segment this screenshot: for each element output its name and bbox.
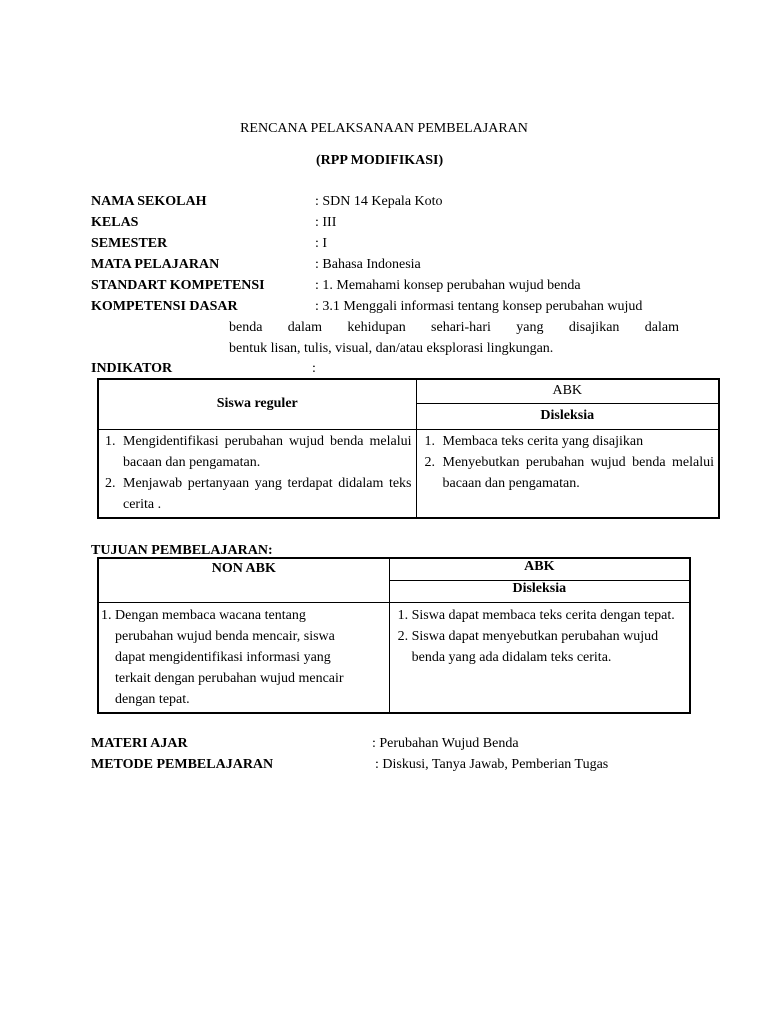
material-label: MATERI AJAR <box>91 736 188 751</box>
indicator-regular-cell <box>98 429 416 518</box>
info-row-class <box>91 212 731 233</box>
info-label: NAMA SEKOLAH <box>91 194 207 209</box>
objectives-abk-cell <box>389 602 690 713</box>
method-row <box>91 754 731 775</box>
info-value: : III <box>315 215 337 230</box>
objectives-heading: TUJUAN PEMBELAJARAN: <box>91 543 273 558</box>
info-row-basic-competence <box>91 296 731 317</box>
info-label: MATA PELAJARAN <box>91 257 220 272</box>
list-item: 2. Siswa dapat menyebutkan perubahan wujud benda yang ada didalam teks cerita. <box>397 628 659 665</box>
basic-competence-line: benda dalam kehidupan sehari-hari yang disajikan dalam <box>229 320 679 335</box>
list-item: 1. Mengidentifikasi perubahan wujud benda melalui bacaan dan pengamatan. <box>105 433 412 470</box>
info-row-subject <box>91 254 731 275</box>
objectives-header-non-abk: NON ABK <box>98 558 389 602</box>
info-label: SEMESTER <box>91 236 168 251</box>
info-value: : Bahasa Indonesia <box>315 257 421 272</box>
info-value: : I <box>315 236 328 251</box>
indicator-heading: INDIKATOR <box>91 361 173 376</box>
info-label: STANDART KOMPETENSI <box>91 278 265 293</box>
indicator-header-abk: ABK <box>416 379 719 403</box>
objectives-header-dyslexia: Disleksia <box>389 580 690 602</box>
info-label: KOMPETENSI DASAR <box>91 299 238 314</box>
objectives-non-abk-cell <box>98 602 389 713</box>
document-title: RENCANA PELAKSANAAN PEMBELAJARAN <box>240 121 528 136</box>
material-value: : Perubahan Wujud Benda <box>372 736 519 751</box>
objectives-header-abk: ABK <box>389 558 690 580</box>
info-row-semester <box>91 233 731 254</box>
method-value: : Diskusi, Tanya Jawab, Pemberian Tugas <box>375 757 609 772</box>
info-value: : SDN 14 Kepala Koto <box>315 194 443 209</box>
info-label: KELAS <box>91 215 139 230</box>
list-item: 1. Dengan membaca wacana tentang perubahan wujud benda mencair, siswa dapat mengidentifikasi informasi yang terkait dengan perubahan wujud mencair dengan tepat. <box>101 607 344 707</box>
indicator-header-regular: Siswa reguler <box>98 379 416 429</box>
info-row-standard-competence <box>91 275 731 296</box>
indicator-abk-cell <box>416 429 719 518</box>
method-label: METODE PEMBELAJARAN <box>91 757 274 772</box>
indicator-colon: : <box>312 361 316 376</box>
info-value: : 1. Memahami konsep perubahan wujud benda <box>315 278 581 293</box>
info-value: : 3.1 Menggali informasi tentang konsep perubahan wujud <box>315 299 643 314</box>
list-item: 2. Menyebutkan perubahan wujud benda melalui bacaan dan pengamatan. <box>424 454 714 491</box>
indicator-header-dyslexia: Disleksia <box>416 403 719 429</box>
objectives-table <box>97 557 691 714</box>
document-subtitle: (RPP MODIFIKASI) <box>316 153 444 168</box>
list-item: 1. Siswa dapat membaca teks cerita dengan tepat. <box>397 607 675 623</box>
list-item: 2. Menjawab pertanyaan yang terdapat didalam teks cerita . <box>105 475 412 512</box>
list-item: 1. Membaca teks cerita yang disajikan <box>424 433 644 449</box>
material-row <box>91 733 731 754</box>
basic-competence-continued <box>229 317 679 359</box>
info-row-school <box>91 191 731 212</box>
basic-competence-line: bentuk lisan, tulis, visual, dan/atau eksplorasi lingkungan. <box>229 341 554 356</box>
indicator-table <box>97 378 720 519</box>
